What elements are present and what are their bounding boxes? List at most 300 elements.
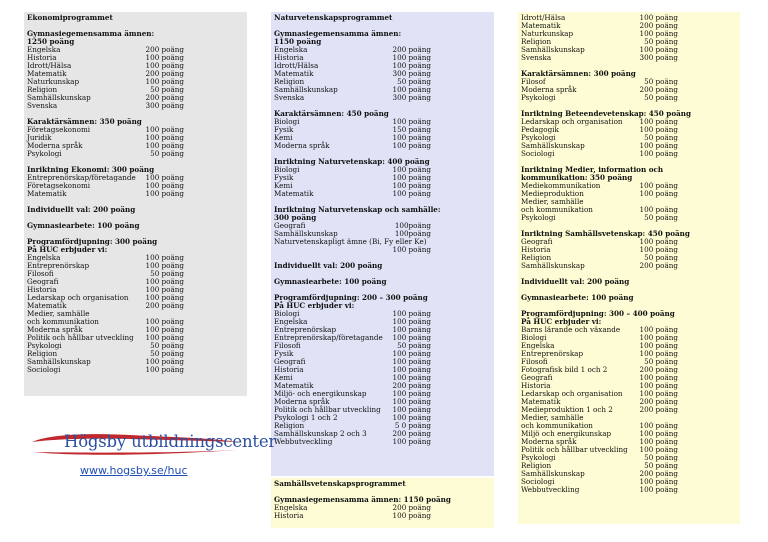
course-points: 100 poäng [145, 125, 184, 134]
section-heading: 1150 poäng [274, 37, 322, 46]
course-points: 200 poäng [392, 381, 431, 390]
section-heading: Inriktning Samhällsvetenskap: 450 poäng [521, 229, 690, 238]
course-points: 100 poäng [392, 165, 431, 174]
course-row [274, 142, 491, 150]
course-row [274, 246, 491, 254]
course-row [27, 342, 244, 350]
samhallsvetenskap-panel-continued [518, 12, 740, 524]
section-heading: Karaktärsämnen: 450 poäng [274, 109, 389, 118]
course-points: 100 poäng [392, 181, 431, 190]
course-name: Politik och hållbar utveckling [27, 333, 134, 342]
course-points: 100 poäng [392, 357, 431, 366]
course-points: 100 poäng [392, 413, 431, 422]
section-heading: Gymnasiearbete: 100 poäng [521, 293, 634, 302]
course-name: Företagsekonomi [27, 181, 91, 190]
course-name: Samhällskunskap [521, 45, 585, 54]
course-points: 200 poäng [639, 21, 678, 30]
course-name: Samhällskunskap [521, 469, 585, 478]
course-points: 200 poäng [145, 93, 184, 102]
course-name: Biologi [274, 309, 300, 318]
course-name: Webbutveckling [274, 437, 333, 446]
course-points: 100 poäng [639, 245, 678, 254]
course-name: Matematik [274, 381, 314, 390]
course-name: Sociologi [521, 149, 555, 158]
course-points: 100 poäng [639, 237, 678, 246]
note-line: Naturvetenskapligt ämne (Bi, Fy eller Ke) [274, 237, 427, 246]
course-row [274, 94, 491, 102]
course-name: Medieproduktion [521, 189, 584, 198]
course-points: 150 poäng [392, 125, 431, 134]
ekonomi-panel [24, 12, 247, 396]
course-points: 100 poäng [639, 381, 678, 390]
course-points: 100 poäng [145, 133, 184, 142]
course-points: 50 poäng [644, 133, 678, 142]
course-name [274, 246, 389, 254]
course-name: Biologi [274, 117, 300, 126]
course-points: 100 poäng [639, 373, 678, 382]
course-points: 50 poäng [644, 77, 678, 86]
course-points: 100 poäng [639, 389, 678, 398]
course-name: Fotografisk bild 1 och 2 [521, 365, 608, 374]
course-name: Sociologi [27, 365, 61, 374]
course-points: 50 poäng [644, 461, 678, 470]
course-name: Geografi [521, 237, 553, 246]
course-name: Psykologi 1 och 2 [274, 413, 338, 422]
course-name: Entreprenörskap [521, 349, 584, 358]
course-name: Filosof [521, 77, 546, 86]
section-heading: Individuellt val: 200 poäng [521, 277, 630, 286]
course-points: 100 poäng [392, 333, 431, 342]
course-name: Moderna språk [274, 141, 330, 150]
section-heading: 300 poäng [274, 213, 317, 222]
course-points: 100 poäng [392, 309, 431, 318]
course-points: 100 poäng [145, 253, 184, 262]
section-heading: Inriktning Naturvetenskap: 400 poäng [274, 157, 430, 166]
course-points: 100 poäng [639, 181, 678, 190]
course-name: Miljö och energikunskap [521, 429, 612, 438]
course-points: 100poäng [394, 221, 431, 230]
course-name: Religion [521, 37, 552, 46]
samhallsvetenskap-panel-start [271, 478, 494, 528]
course-points: 50 poäng [150, 269, 184, 278]
section-heading: På HUC erbjuder vi: [27, 245, 108, 254]
section-heading: Individuellt val: 200 poäng [27, 205, 136, 214]
course-points: 100 poäng [639, 325, 678, 334]
course-points: 200 poäng [639, 85, 678, 94]
course-points: 100 poäng [639, 477, 678, 486]
course-name: Historia [521, 245, 551, 254]
course-points: 100 poäng [145, 357, 184, 366]
course-points: 300 poäng [392, 93, 431, 102]
course-points: 200 poäng [392, 45, 431, 54]
course-name: Samhällskunskap [274, 229, 338, 238]
course-points: 100 poäng [639, 341, 678, 350]
course-points: 100 poäng [639, 141, 678, 150]
section-heading: 1250 poäng [27, 37, 75, 46]
course-name: Samhällskunskap 2 och 3 [274, 429, 367, 438]
course-name: Biologi [274, 165, 300, 174]
course-name: Geografi [521, 373, 553, 382]
course-row [521, 30, 737, 38]
section-heading: kommunikation: 350 poäng [521, 173, 633, 182]
course-points: 100 poäng [145, 277, 184, 286]
course-row [521, 350, 737, 358]
course-points: 100 poäng [639, 349, 678, 358]
course-points: 100 poäng [392, 189, 431, 198]
course-points: 50 poäng [397, 341, 431, 350]
course-name: och kommunikation [521, 205, 593, 214]
course-row [27, 78, 244, 86]
course-name: Idrott/Hälsa [274, 61, 319, 70]
course-points: 300 poäng [392, 69, 431, 78]
course-name: Psykologi [521, 213, 556, 222]
course-points: 100 poäng [392, 133, 431, 142]
course-row [274, 334, 491, 342]
course-points: 50 poäng [150, 85, 184, 94]
course-row [521, 214, 737, 222]
course-name: Moderna språk [27, 325, 83, 334]
section-heading: Gymnasiearbete: 100 poäng [27, 221, 140, 230]
course-row [521, 246, 737, 254]
course-points: 50 poäng [644, 213, 678, 222]
course-name: Historia [274, 53, 304, 62]
course-points: 100 poäng [639, 445, 678, 454]
course-points: 200 poäng [639, 405, 678, 414]
course-row [521, 150, 737, 158]
course-row [274, 126, 491, 134]
course-name: Historia [274, 511, 304, 520]
course-name: Engelska [27, 45, 61, 54]
hogsby-logo [30, 432, 277, 456]
course-name: Matematik [521, 397, 561, 406]
course-name: och kommunikation [521, 421, 593, 430]
course-name: Religion [274, 421, 305, 430]
course-name: Matematik [27, 301, 67, 310]
course-points: 100 poäng [145, 141, 184, 150]
course-points: 100 poäng [145, 53, 184, 62]
course-row [27, 262, 244, 270]
course-row [521, 486, 737, 494]
course-points: 100 poäng [639, 13, 678, 22]
section-heading: Inriktning Naturvetenskap och samhälle: [274, 205, 441, 214]
course-row [274, 70, 491, 78]
course-points: 200 poäng [392, 503, 431, 512]
course-points: 100 poäng [392, 389, 431, 398]
course-name: Geografi [274, 221, 306, 230]
course-name: Historia [274, 365, 304, 374]
course-row [27, 270, 244, 278]
course-name: Moderna språk [27, 141, 83, 150]
course-points: 200 poäng [392, 429, 431, 438]
course-points: 300 poäng [639, 53, 678, 62]
course-row [274, 86, 491, 94]
course-name: Naturkunskap [27, 77, 80, 86]
course-row [274, 414, 491, 422]
course-name: Svenska [521, 53, 552, 62]
course-row [274, 366, 491, 374]
course-name: Medier, samhälle [27, 309, 90, 318]
section-heading: På HUC erbjuder vi: [274, 301, 355, 310]
course-name: Matematik [274, 189, 314, 198]
course-points: 100 poäng [392, 245, 431, 254]
course-points: 100 poäng [639, 125, 678, 134]
course-name: Entreprenörskap/företagande [27, 173, 136, 182]
course-points: 50 poäng [150, 349, 184, 358]
course-name: och kommunikation [27, 317, 99, 326]
course-name: Religion [27, 349, 58, 358]
section-heading: På HUC erbjuder vi: [521, 317, 602, 326]
course-row [274, 504, 491, 512]
course-name: Ledarskap och organisation [521, 389, 623, 398]
section-heading: Inriktning Medier, information och [521, 165, 664, 174]
course-points: 5 0 poäng [394, 421, 431, 430]
course-points: 100 poäng [392, 317, 431, 326]
course-points: 200 poäng [639, 365, 678, 374]
course-name: Filosofi [274, 341, 301, 350]
course-points: 100 poäng [392, 61, 431, 70]
course-points: 200 poäng [145, 45, 184, 54]
course-points: 100 poäng [639, 45, 678, 54]
course-name: Juridik [27, 133, 52, 142]
course-points: 100 poäng [145, 317, 184, 326]
course-name: Sociologi [521, 477, 555, 486]
course-name: Medieproduktion 1 och 2 [521, 405, 613, 414]
course-points: 100 poäng [392, 53, 431, 62]
course-points: 100 poäng [392, 85, 431, 94]
course-name: Fysik [274, 173, 294, 182]
course-name: Psykologi [521, 93, 556, 102]
course-name: Svenska [27, 101, 58, 110]
course-points: 100 poäng [145, 293, 184, 302]
course-row [27, 46, 244, 54]
course-row [274, 118, 491, 126]
course-points: 100 poäng [392, 437, 431, 446]
course-name: Psykologi [521, 453, 556, 462]
course-row [521, 374, 737, 382]
course-name: Matematik [27, 189, 67, 198]
course-row [27, 366, 244, 374]
course-points: 100 poäng [145, 285, 184, 294]
course-points: 100 poäng [145, 189, 184, 198]
course-row [521, 54, 737, 62]
course-name: Medier, samhälle [521, 197, 584, 206]
course-name: Religion [521, 461, 552, 470]
course-name: Politik och hållbar utveckling [521, 445, 628, 454]
course-name: Barns lärande och växande [521, 325, 621, 334]
course-name: Samhällskunskap [521, 261, 585, 270]
course-points: 100 poäng [639, 421, 678, 430]
course-points: 100 poäng [639, 437, 678, 446]
course-name: Engelska [27, 253, 61, 262]
course-points: 100 poäng [639, 149, 678, 158]
course-row [521, 262, 737, 270]
course-name: Politik och hållbar utveckling [274, 405, 381, 414]
course-name: Miljö- och energikunskap [274, 389, 367, 398]
course-row [521, 46, 737, 54]
course-name: Samhällskunskap [274, 85, 338, 94]
naturvetenskap-panel [271, 12, 494, 476]
course-name: Historia [521, 381, 551, 390]
course-name: Samhällskunskap [27, 357, 91, 366]
course-name: Engelska [274, 45, 308, 54]
course-name: Filosofi [521, 357, 548, 366]
course-points: 100 poäng [392, 173, 431, 182]
section-heading: Programfördjupning: 300 – 400 poäng [521, 309, 675, 318]
course-name: Svenska [274, 93, 305, 102]
course-points: 50 poäng [644, 453, 678, 462]
course-row [274, 46, 491, 54]
course-row [27, 126, 244, 134]
section-heading: Karaktärsämnen: 300 poäng [521, 69, 636, 78]
course-name: Religion [521, 253, 552, 262]
course-row [27, 94, 244, 102]
section-heading: Programfördjupning: 300 poäng [27, 237, 158, 246]
course-name: Kemi [274, 133, 293, 142]
course-points: 100 poäng [145, 333, 184, 342]
section-heading: Naturvetenskapsprogrammet [274, 13, 393, 22]
course-name: Samhällskunskap [27, 93, 91, 102]
course-name: Geografi [27, 277, 59, 286]
course-name: Religion [27, 85, 58, 94]
course-name: Kemi [274, 373, 293, 382]
course-row [274, 190, 491, 198]
course-points: 100 poäng [392, 365, 431, 374]
course-points: 50 poäng [644, 37, 678, 46]
section-heading: Gymnasiegemensamma ämnen: 1150 poäng [274, 495, 451, 504]
course-name: Företagsekonomi [27, 125, 91, 134]
course-name: Moderna språk [521, 437, 577, 446]
course-points: 50 poäng [397, 77, 431, 86]
course-row [27, 190, 244, 198]
course-points: 50 poäng [644, 253, 678, 262]
course-points: 50 poäng [644, 93, 678, 102]
course-name: Naturkunskap [521, 29, 574, 38]
course-points: 100 poäng [639, 29, 678, 38]
course-points: 200 poäng [145, 301, 184, 310]
course-points: 50 poäng [150, 341, 184, 350]
course-name: Entreprenörskap [274, 325, 337, 334]
course-name: Fysik [274, 349, 294, 358]
course-name: Engelska [521, 341, 555, 350]
course-row [274, 350, 491, 358]
course-points: 100 poäng [392, 117, 431, 126]
course-points: 100 poäng [639, 205, 678, 214]
course-points: 100 poäng [392, 405, 431, 414]
course-row [27, 150, 244, 158]
course-points: 100 poäng [392, 349, 431, 358]
section-heading: Ekonomiprogrammet [27, 13, 113, 22]
course-points: 300 poäng [145, 101, 184, 110]
course-name: Kemi [274, 181, 293, 190]
course-name: Matematik [274, 69, 314, 78]
course-points: 50 poäng [150, 149, 184, 158]
section-heading: Samhällsvetenskapsprogrammet [274, 479, 406, 488]
course-points: 200 poäng [145, 69, 184, 78]
course-row [521, 94, 737, 102]
course-points: 100 poäng [392, 325, 431, 334]
course-name: Biologi [521, 333, 547, 342]
course-name: Entreprenörskap [27, 261, 90, 270]
course-points: 100 poäng [392, 373, 431, 382]
website-link[interactable]: www.hogsby.se/huc [80, 464, 188, 477]
section-heading: Gymnasiearbete: 100 poäng [274, 277, 387, 286]
course-points: 100 poäng [145, 261, 184, 270]
course-row [521, 366, 737, 374]
course-points: 100 poäng [145, 365, 184, 374]
course-points: 100 poäng [392, 511, 431, 520]
course-name: Engelska [274, 503, 308, 512]
course-points: 100 poäng [392, 397, 431, 406]
course-name: Entreprenörskap/företagande [274, 333, 383, 342]
section-heading: Inriktning Ekonomi: 300 poäng [27, 165, 155, 174]
course-points: 200 poäng [639, 397, 678, 406]
course-row [274, 166, 491, 174]
course-name: Historia [27, 285, 57, 294]
section-heading: Programfördjupning: 200 – 300 poäng [274, 293, 428, 302]
course-name: Ledarskap och organisation [521, 117, 623, 126]
course-points: 100 poäng [639, 117, 678, 126]
section-heading: Karaktärsämnen: 350 poäng [27, 117, 142, 126]
course-name: Psykologi [521, 133, 556, 142]
course-row [521, 238, 737, 246]
course-name: Matematik [27, 69, 67, 78]
logo-text: Högsby utbildningscenter [64, 432, 277, 451]
course-row [274, 174, 491, 182]
course-points: 100 poäng [145, 61, 184, 70]
course-name: Samhällskunskap [521, 141, 585, 150]
course-row [274, 342, 491, 350]
course-points: 100 poäng [639, 189, 678, 198]
section-heading: Gymnasiegemensamma ämnen: [27, 29, 155, 38]
section-heading: Gymnasiegemensamma ämnen: [274, 29, 402, 38]
course-name: Religion [274, 77, 305, 86]
course-name: Moderna språk [274, 397, 330, 406]
course-name: Mediekommunikation [521, 181, 601, 190]
course-name: Moderna språk [521, 85, 577, 94]
course-points: 100 poäng [639, 485, 678, 494]
course-name: Webbutveckling [521, 485, 580, 494]
course-name: Geografi [274, 357, 306, 366]
course-name: Fysik [274, 125, 294, 134]
course-points: 100poäng [394, 229, 431, 238]
course-row [521, 454, 737, 462]
course-name: Matematik [521, 21, 561, 30]
course-points: 100 poäng [639, 429, 678, 438]
section-heading: Individuellt val: 200 poäng [274, 261, 383, 270]
course-row [521, 326, 737, 334]
course-points: 100 poäng [145, 325, 184, 334]
course-row [274, 438, 491, 446]
course-points: 100 poäng [145, 181, 184, 190]
course-name: Psykologi [27, 341, 62, 350]
course-name: Psykologi [27, 149, 62, 158]
course-points: 50 poäng [644, 357, 678, 366]
course-name: Filosofi [27, 269, 54, 278]
course-points: 100 poäng [392, 141, 431, 150]
course-row [27, 278, 244, 286]
course-points: 200 poäng [639, 261, 678, 270]
course-name: Idrott/Hälsa [27, 61, 72, 70]
course-points: 100 poäng [639, 333, 678, 342]
course-points: 100 poäng [145, 77, 184, 86]
course-name: Historia [27, 53, 57, 62]
course-name: Ledarskap och organisation [27, 293, 129, 302]
course-row [27, 102, 244, 110]
course-name: Pedagogik [521, 125, 559, 134]
course-name: Engelska [274, 317, 308, 326]
course-name: Idrott/Hälsa [521, 13, 566, 22]
course-points: 100 poäng [145, 173, 184, 182]
